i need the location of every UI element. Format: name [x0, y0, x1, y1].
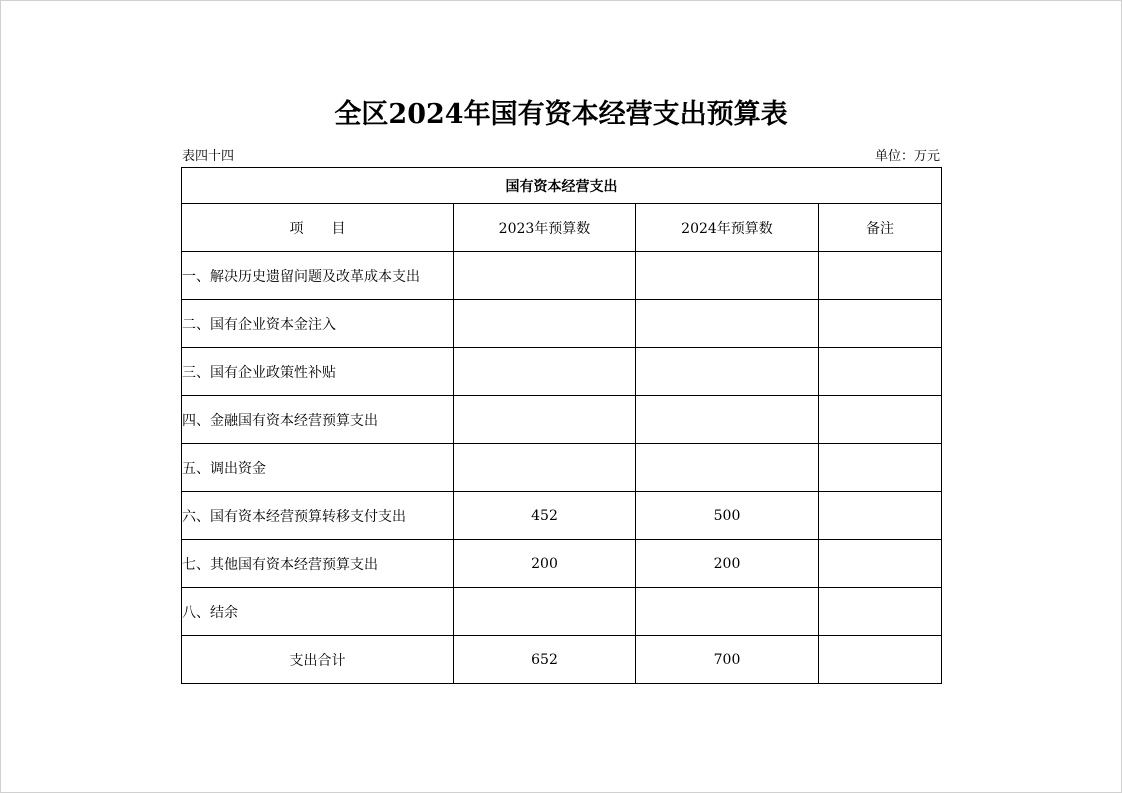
total-label: 支出合计	[182, 636, 454, 684]
row-budget-2024	[636, 252, 819, 300]
row-budget-2024	[636, 588, 819, 636]
row-budget-2023	[454, 588, 636, 636]
row-budget-2023	[454, 252, 636, 300]
row-remark	[819, 348, 942, 396]
table-banner: 国有资本经营支出	[182, 168, 942, 204]
table-row	[182, 396, 942, 444]
unit-label: 单位：万元	[874, 149, 940, 164]
total-budget-2024: 700	[636, 636, 819, 684]
row-item-name: 八、结余	[182, 588, 454, 636]
row-budget-2023	[454, 396, 636, 444]
column-header-budget-2023: 2023年预算数	[454, 204, 636, 252]
total-remark	[819, 636, 942, 684]
row-remark	[819, 492, 942, 540]
table-total-row	[182, 636, 942, 684]
row-budget-2024	[636, 444, 819, 492]
row-budget-2023	[454, 444, 636, 492]
row-remark	[819, 252, 942, 300]
table-row	[182, 252, 942, 300]
table-number: 表四十四	[182, 149, 235, 164]
row-budget-2024: 500	[636, 492, 819, 540]
table-row	[182, 300, 942, 348]
table-row	[182, 444, 942, 492]
row-item-name: 五、调出资金	[182, 444, 454, 492]
document-title: 全区2024年国有资本经营支出预算表	[334, 99, 788, 130]
row-remark	[819, 444, 942, 492]
column-header-remark: 备注	[819, 204, 942, 252]
row-item-name: 三、国有企业政策性补贴	[182, 348, 454, 396]
row-remark	[819, 300, 942, 348]
row-budget-2024: 200	[636, 540, 819, 588]
row-item-name: 七、其他国有资本经营预算支出	[182, 540, 454, 588]
table-row	[182, 492, 942, 540]
table-row	[182, 588, 942, 636]
row-budget-2024	[636, 348, 819, 396]
row-item-name: 六、国有资本经营预算转移支付支出	[182, 492, 454, 540]
table-banner-row	[182, 168, 942, 204]
row-budget-2024	[636, 396, 819, 444]
total-budget-2023: 652	[454, 636, 636, 684]
table-row	[182, 540, 942, 588]
row-remark	[819, 396, 942, 444]
row-budget-2023	[454, 348, 636, 396]
row-item-name: 四、金融国有资本经营预算支出	[182, 396, 454, 444]
row-item-name: 一、解决历史遗留问题及改革成本支出	[182, 252, 454, 300]
row-item-name: 二、国有企业资本金注入	[182, 300, 454, 348]
row-budget-2023: 452	[454, 492, 636, 540]
row-budget-2023	[454, 300, 636, 348]
column-header-item: 项 目	[182, 204, 454, 252]
table-row	[182, 348, 942, 396]
row-budget-2023: 200	[454, 540, 636, 588]
row-remark	[819, 540, 942, 588]
row-budget-2024	[636, 300, 819, 348]
table-header-row	[182, 204, 942, 252]
budget-table	[181, 167, 942, 684]
row-remark	[819, 588, 942, 636]
column-header-budget-2024: 2024年预算数	[636, 204, 819, 252]
